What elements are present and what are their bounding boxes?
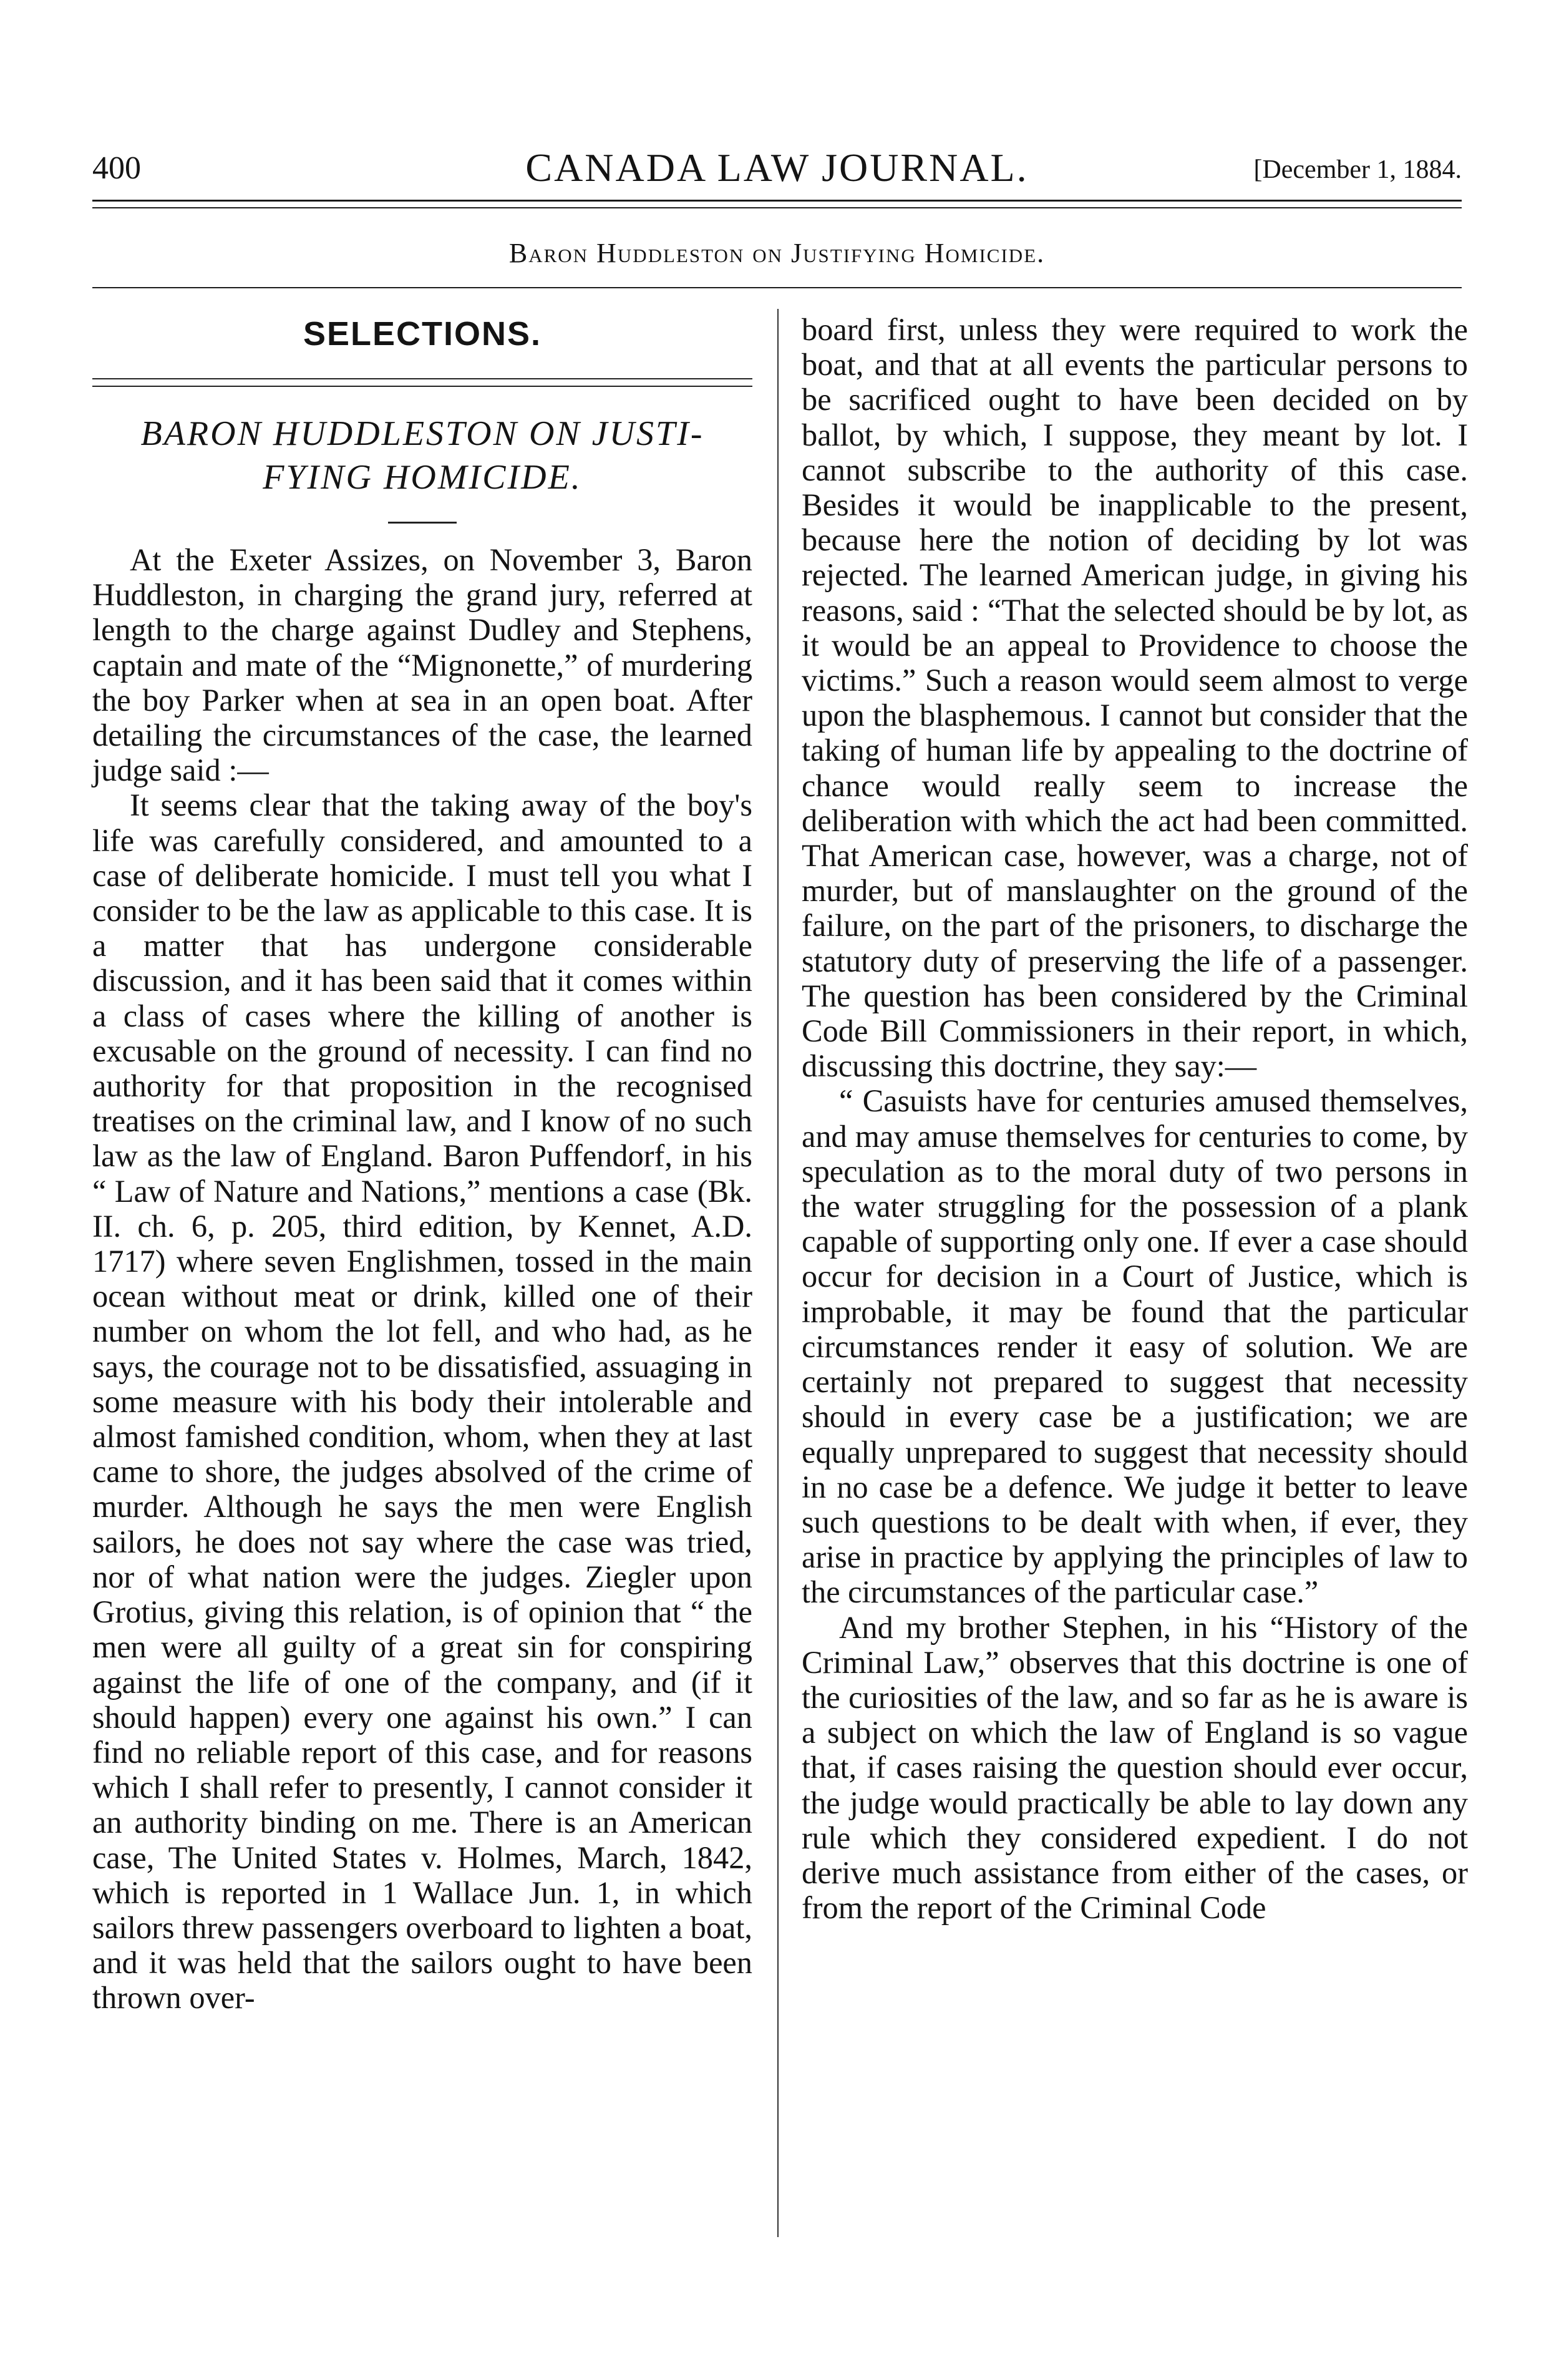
article-title-line-1: BARON HUDDLESTON ON JUSTI- bbox=[140, 414, 704, 453]
section-heading: SELECTIONS. bbox=[303, 315, 542, 353]
article-title bbox=[105, 412, 740, 499]
right-column bbox=[802, 312, 1468, 1925]
left-column bbox=[92, 312, 752, 2016]
paragraph-continuation: board first, unless they were required to work the boat, and that at all events the particular persons to be sacrificed ought to have been decided on by ballot, by which, I suppose, they meant by lot. I cannot subscribe to the authority of this case. Besides it would be inapplicable to the present, because here the notion of deciding by lot was rejected. The learned American judge, in giving his reasons, said : “That the selected should be by lot, as it would be an appeal to Providence to choose the victims.” Such a reason would seem almost to verge upon the blasphemous. I cannot but consider that the taking of human life by appealing to the doctrine of chance would really seem to increase the deliberation with which the act had been committed. That American case, however, was a charge, not of murder, but of manslaughter on the ground of the failure, on the part of the prisoners, to discharge the statutory duty of preserving the life of a passenger. The question has been considered by the Criminal Code Bill Commissioners in their report, in which, discussing this doctrine, they say:— bbox=[802, 312, 1468, 1084]
article-title-line-2: FYING HOMICIDE. bbox=[263, 458, 582, 497]
header-rule-bottom bbox=[92, 207, 1462, 208]
paragraph-brother-stephen: And my brother Stephen, in his “History of the Criminal Law,” observes that this doctrine is one of the curiosities of the law, and so far as he is aware is a subject on which the law of England is so vague that, if cases raising the question should ever occur, the judge would practically be able to lay down any rule which they considered expedient. I do not derive much assistance from either of the cases, or from the report of the Criminal Code bbox=[802, 1609, 1468, 1926]
issue-date: [December 1, 1884. bbox=[1253, 155, 1462, 184]
running-header bbox=[92, 145, 1462, 195]
running-subheader: Baron Huddleston on Justifying Homicide. bbox=[508, 238, 1046, 268]
title-short-rule bbox=[388, 522, 457, 524]
column-divider bbox=[777, 309, 779, 2237]
paragraph-casuists-quote: “ Casuists have for centuries amused themselves, and may amuse themselves for centuries to come, by speculation as to the moral duty of two persons in the water struggling for the possession of a plank capable of supporting only one. If ever a case should occur for decision in a Court of Justice, which is improbable, it may be found that the particular circumstances render it easy of solution. We are certainly not prepared to suggest that necessity should in every case be a justification; we are equally unprepared to suggest that necessity should in no case be a defence. We judge it better to leave such questions to be dealt with when, if ever, they arise in practice by applying the principles of law to the circumstances of the particular case.” bbox=[802, 1083, 1468, 1610]
paragraph-exeter-assizes: At the Exeter Assizes, on November 3, Baron Huddleston, in charging the grand jury, referred at length to the charge against Dudley and Stephens, captain and mate of the “Mignonette,” of murdering the boy Parker when at sea in an open boat. After detailing the circumstances of the case, the learned judge said :— bbox=[92, 542, 752, 788]
subheader-rule bbox=[92, 287, 1462, 288]
section-double-rule bbox=[92, 378, 752, 387]
page-number: 400 bbox=[92, 150, 141, 186]
paragraph-judge-charge: It seems clear that the taking away of the boy's life was carefully considered, and amounted to a case of deliberate homicide. I must tell you what I consider to be the law as applicable to this case. It is a matter that has undergone considerable discussion, and it has been said that it comes within a class of cases where the killing of another is excusable on the ground of necessity. I can find no authority for that proposition in the recognised treatises on the criminal law, and I know of no such law as the law of England. Baron Puffendorf, in his “ Law of Nature and Nations,” mentions a case (Bk. II. ch. 6, p. 205, third edition, by Kennet, A.D. 1717) where seven Englishmen, tossed in the main ocean without meat or drink, killed one of their number on whom the lot fell, and who had, as he says, the courage not to be dissatisfied, assuaging in some measure with his body their intolerable and almost famished condition, whom, when they at last came to shore, the judges absolved of the crime of murder. Although he says the men were English sailors, he does not say where the case was tried, nor of what nation were the judges. Ziegler upon Grotius, giving this relation, is of opinion that “ the men were all guilty of a great sin for conspiring against the life of one of the company, and (if it should happen) every one against his own.” I can find no reliable report of this case, and for reasons which I shall refer to presently, I cannot consider it an authority binding on me. There is an American case, The United States v. Holmes, March, 1842, which is reported in 1 Wallace Jun. 1, in which sailors threw passengers overboard to lighten a boat, and it was held that the sailors ought to have been thrown over- bbox=[92, 788, 752, 2016]
header-rule-top bbox=[92, 200, 1462, 202]
journal-title: CANADA LAW JOURNAL. bbox=[525, 145, 1029, 190]
